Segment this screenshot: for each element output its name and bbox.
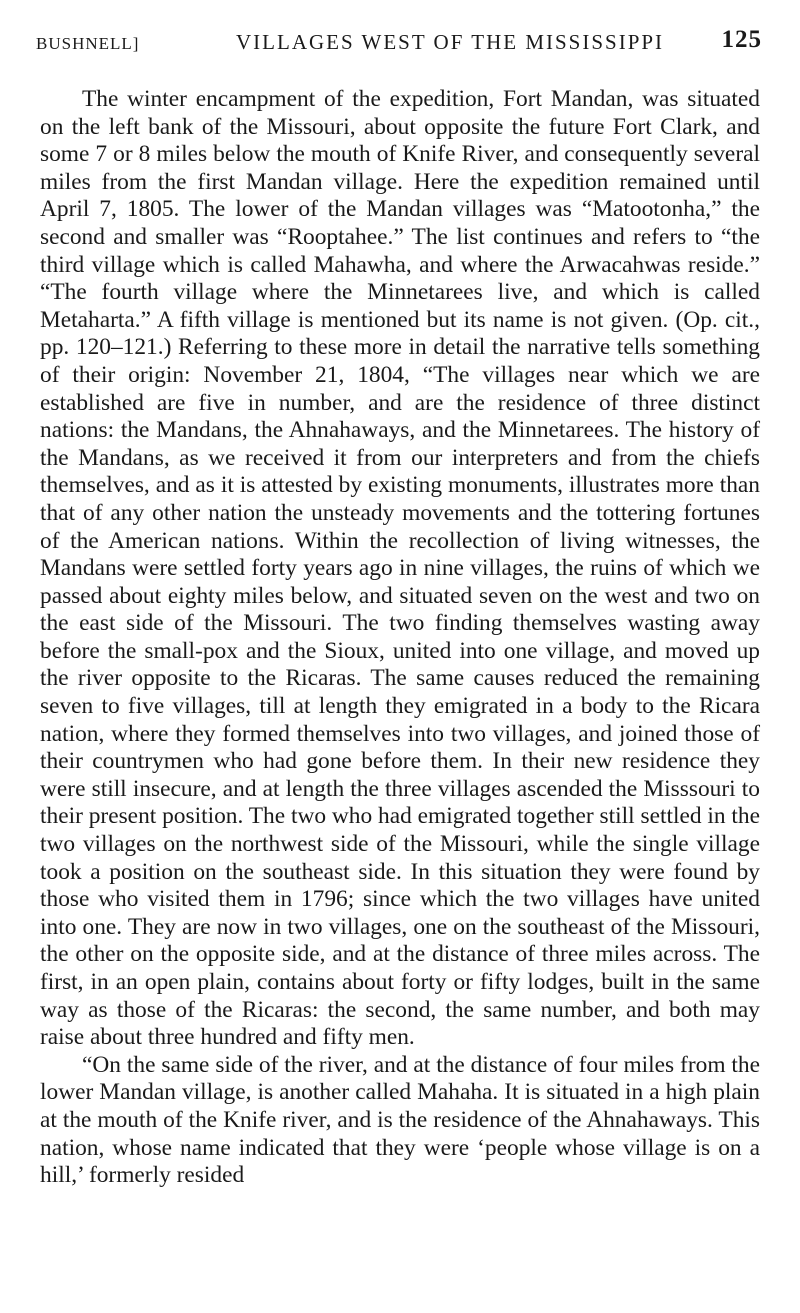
paragraph: The winter encampment of the expedition, Fort Mandan, was situated on the left bank of the Missouri, about opposite the future Fort Clark, and some 7 or 8 miles below the mouth of Knife River, and consequently several miles from the first Mandan village. Here the expedition remained until April 7, 1805. The lower of the Mandan villages was “Matootonha,” the second and smaller was “Rooptahee.” The list continues and refers to “the third village which is called Mahawha, and where the Arwacahwas reside.” “The fourth village where the Minnetarees live, and which is called Metaharta.” A fifth village is mentioned but its name is not given. (Op. cit., pp. 120–121.) Referring to these more in detail the narrative tells something of their origin: November 21, 1804, “The villages near which we are established are five in number, and are the residence of three distinct nations: the Mandans, the Ahnahaways, and the Minnetarees. The history of the Mandans, as we received it from our interpreters and from the chiefs themselves, and as it is attested by existing monuments, illustrates more than that of any other nation the unsteady movements and the tottering fortunes of the American nations. Within the recollection of living witnesses, the Mandans were settled forty years ago in nine villages, the ruins of which we passed about eighty miles below, and situated seven on the west and two on the east side of the Missouri. The two finding themselves wasting away before the small-pox and the Sioux, united into one village, and moved up the river opposite to the Ricaras. The same causes reduced the remaining seven to five villages, till at length they emigrated in a body to the Ricara nation, where they formed themselves into two villages, and joined those of their countrymen who had gone before them. In their new residence they were still insecure, and at length the three villages ascended the Misssouri to their present position. The two who had emigrated together still settled in the two villages on the northwest side of the Missouri, while the single village took a position on the southeast side. In this situation they were found by those who visited them in 1796; since which the two villages have united into one. They are now in two villages, one on the southeast of the Missouri, the other on the opposite side, and at the distance of three miles across. The first, in an open plain, contains about forty or fifty lodges, built in the same way as those of the Ricaras: the second, the same number, and both may raise about three hundred and fifty men. xyxy=(40,86,760,1051)
page-number: 125 xyxy=(721,26,762,53)
running-head-title: VILLAGES WEST OF THE MISSISSIPPI xyxy=(236,30,665,54)
body-text xyxy=(40,86,760,1190)
paragraph: “On the same side of the river, and at the distance of four miles from the lower Mandan village, is another called Mahaha. It is situated in a high plain at the mouth of the Knife river, and is the residence of the Ahnahaways. This nation, whose name indicated that they were ‘people whose village is on a hill,’ formerly resided xyxy=(40,1051,760,1189)
running-head xyxy=(36,26,762,66)
running-head-author: BUSHNELL] xyxy=(36,34,140,53)
